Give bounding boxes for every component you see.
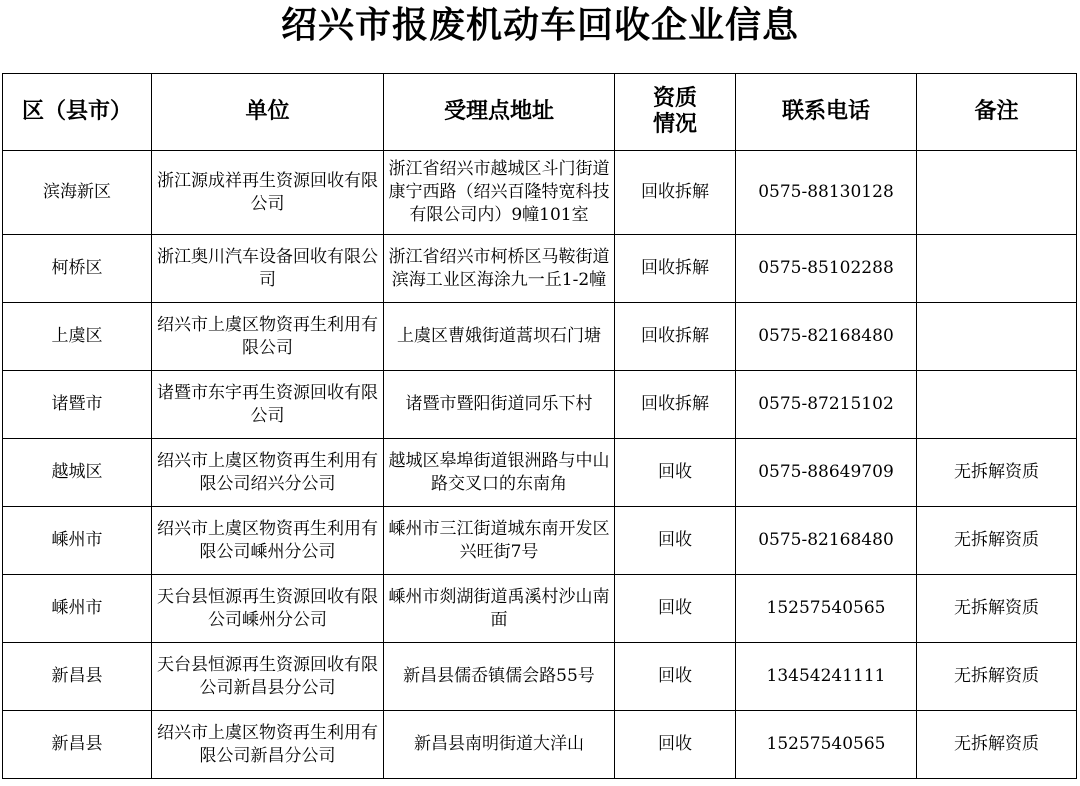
cell-unit: 绍兴市上虞区物资再生利用有限公司新昌分公司: [152, 711, 384, 779]
cell-phone: 0575-87215102: [736, 371, 917, 439]
cell-qualification: 回收拆解: [615, 151, 736, 235]
table-row: [3, 303, 1077, 371]
cell-unit: 浙江源成祥再生资源回收有限公司: [152, 151, 384, 235]
cell-unit: 诸暨市东宇再生资源回收有限公司: [152, 371, 384, 439]
table-row: [3, 235, 1077, 303]
cell-district: 上虞区: [3, 303, 152, 371]
header-phone: 联系电话: [736, 74, 917, 151]
cell-note: [917, 371, 1077, 439]
cell-unit: 天台县恒源再生资源回收有限公司新昌县分公司: [152, 643, 384, 711]
cell-phone: 0575-85102288: [736, 235, 917, 303]
cell-qualification: 回收: [615, 643, 736, 711]
cell-note: 无拆解资质: [917, 575, 1077, 643]
cell-district: 诸暨市: [3, 371, 152, 439]
cell-qualification: 回收拆解: [615, 235, 736, 303]
cell-phone: 0575-82168480: [736, 507, 917, 575]
cell-qualification: 回收: [615, 439, 736, 507]
cell-note: 无拆解资质: [917, 439, 1077, 507]
cell-district: 新昌县: [3, 711, 152, 779]
cell-district: 越城区: [3, 439, 152, 507]
cell-phone: 0575-82168480: [736, 303, 917, 371]
recycling-enterprise-table: [2, 73, 1077, 779]
cell-address: 浙江省绍兴市越城区斗门街道康宁西路（绍兴百隆特宽科技有限公司内）9幢101室: [384, 151, 615, 235]
cell-address: 越城区皋埠街道银洲路与中山路交叉口的东南角: [384, 439, 615, 507]
cell-address: 嵊州市剡湖街道禹溪村沙山南面: [384, 575, 615, 643]
cell-unit: 绍兴市上虞区物资再生利用有限公司绍兴分公司: [152, 439, 384, 507]
cell-phone: 0575-88649709: [736, 439, 917, 507]
cell-phone: 13454241111: [736, 643, 917, 711]
table-row: [3, 643, 1077, 711]
cell-phone: 15257540565: [736, 575, 917, 643]
header-address: 受理点地址: [384, 74, 615, 151]
header-note: 备注: [917, 74, 1077, 151]
cell-phone: 0575-88130128: [736, 151, 917, 235]
cell-unit: 浙江奥川汽车设备回收有限公司: [152, 235, 384, 303]
cell-unit: 绍兴市上虞区物资再生利用有限公司: [152, 303, 384, 371]
cell-qualification: 回收: [615, 575, 736, 643]
cell-address: 嵊州市三江街道城东南开发区兴旺街7号: [384, 507, 615, 575]
table-row: [3, 711, 1077, 779]
table-row: [3, 151, 1077, 235]
cell-qualification: 回收拆解: [615, 303, 736, 371]
cell-district: 滨海新区: [3, 151, 152, 235]
header-district: 区（县市）: [3, 74, 152, 151]
cell-qualification: 回收拆解: [615, 371, 736, 439]
header-unit: 单位: [152, 74, 384, 151]
cell-unit: 天台县恒源再生资源回收有限公司嵊州分公司: [152, 575, 384, 643]
cell-unit: 绍兴市上虞区物资再生利用有限公司嵊州分公司: [152, 507, 384, 575]
cell-note: [917, 303, 1077, 371]
cell-address: 浙江省绍兴市柯桥区马鞍街道滨海工业区海涂九一丘1-2幢: [384, 235, 615, 303]
cell-address: 新昌县儒岙镇儒会路55号: [384, 643, 615, 711]
cell-note: [917, 151, 1077, 235]
cell-district: 嵊州市: [3, 507, 152, 575]
cell-note: 无拆解资质: [917, 507, 1077, 575]
cell-district: 嵊州市: [3, 575, 152, 643]
page-title: 绍兴市报废机动车回收企业信息: [280, 5, 799, 46]
cell-note: [917, 235, 1077, 303]
cell-note: 无拆解资质: [917, 643, 1077, 711]
cell-district: 新昌县: [3, 643, 152, 711]
cell-district: 柯桥区: [3, 235, 152, 303]
cell-address: 上虞区曹娥街道蒿坝石门塘: [384, 303, 615, 371]
table-row: [3, 439, 1077, 507]
cell-address: 新昌县南明街道大洋山: [384, 711, 615, 779]
cell-address: 诸暨市暨阳街道同乐下村: [384, 371, 615, 439]
table-row: [3, 507, 1077, 575]
table-row: [3, 371, 1077, 439]
cell-note: 无拆解资质: [917, 711, 1077, 779]
table-row: [3, 575, 1077, 643]
cell-qualification: 回收: [615, 711, 736, 779]
cell-qualification: 回收: [615, 507, 736, 575]
header-qualification: 资质情况: [615, 74, 736, 151]
table-header-row: [3, 74, 1077, 151]
cell-phone: 15257540565: [736, 711, 917, 779]
